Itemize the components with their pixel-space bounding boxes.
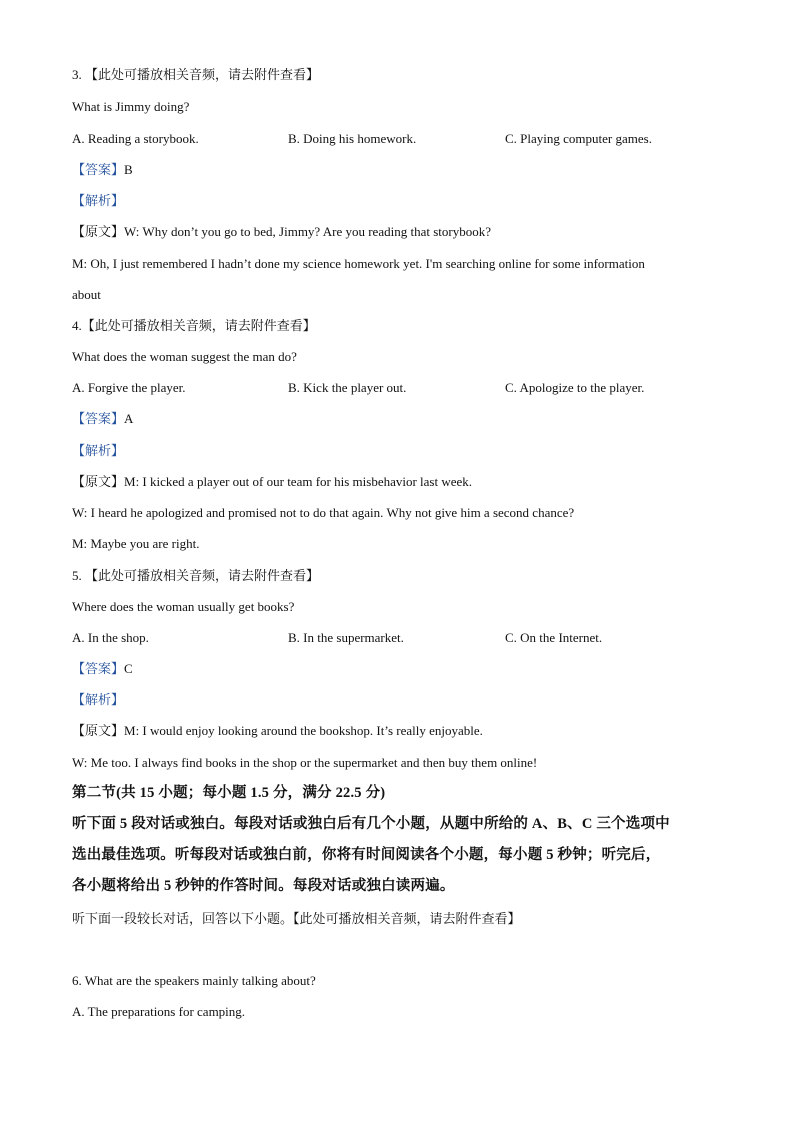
original-tag: 【原文】 [72,723,125,738]
q4-transcript-line-2: W: I heard he apologized and promised not to do that again. Why not give him a second chance? [72,505,575,520]
original-tag: 【原文】 [72,224,125,239]
q3-transcript-line-1 [72,223,491,241]
q3-transcript-line-2: M: Oh, I just remembered I hadn’t done my science homework yet. I'm searching online for some information [72,256,645,271]
q5-answer-line [72,660,133,678]
q6-question: 6. What are the speakers mainly talking about? [72,973,316,988]
q5-question: Where does the woman usually get books? [72,599,295,614]
q3-transcript-line-3: about [72,287,101,302]
q4-option-b: B. Kick the player out. [288,380,407,395]
original-tag: 【原文】 [72,474,125,489]
q5-option-b: B. In the supermarket. [288,630,404,645]
section2-title: 第二节(共 15 小题；每小题 1.5 分，满分 22.5 分) [72,785,386,801]
q3-option-b: B. Doing his homework. [288,131,417,146]
q6-option-a: A. The preparations for camping. [72,1004,246,1019]
q5-transcript-line-1 [72,722,483,740]
q3-answer-line [72,161,133,179]
q4-header: 4.【此处可播放相关音频，请去附件查看】 [72,318,316,333]
section2-instruction-1: 听下面 5 段对话或独白。每段对话或独白后有几个小题，从题中所给的 A、B、C 三个选项中 [72,816,670,832]
answer-tag: 【答案】 [72,411,125,426]
q4-analysis-tag: 【解析】 [72,443,125,458]
q3-question: What is Jimmy doing? [72,99,190,114]
answer-tag: 【答案】 [72,661,125,676]
q3-option-c: C. Playing computer games. [505,131,652,146]
q4-transcript-line-3: M: Maybe you are right. [72,536,200,551]
q4-option-a: A. Forgive the player. [72,380,186,395]
section2-instruction-2: 选出最佳选项。听每段对话或独白前，你将有时间阅读各个小题，每小题 5 秒钟；听完后， [72,847,661,863]
q5-transcript-line-2: W: Me too. I always find books in the shop or the supermarket and then buy them online! [72,755,538,770]
transcript-text: M: I would enjoy looking around the bookshop. It’s really enjoyable. [124,723,483,738]
q4-answer-line [72,410,133,428]
q5-answer: C [124,661,133,676]
q4-answer: A [124,411,134,426]
q3-answer: B [124,162,133,177]
transcript-text: W: Why don’t you go to bed, Jimmy? Are you reading that storybook? [124,224,491,239]
q5-option-a: A. In the shop. [72,630,149,645]
section2-instruction-3: 各小题将给出 5 秒钟的作答时间。每段对话或独白读两遍。 [72,878,455,894]
q4-question: What does the woman suggest the man do? [72,349,297,364]
section2-intro: 听下面一段较长对话，回答以下小题。【此处可播放相关音频，请去附件查看】 [72,911,521,926]
q3-header: 3. 【此处可播放相关音频，请去附件查看】 [72,67,320,82]
q4-option-c: C. Apologize to the player. [505,380,645,395]
q5-option-c: C. On the Internet. [505,630,603,645]
q3-analysis-tag: 【解析】 [72,193,125,208]
q3-option-a: A. Reading a storybook. [72,131,199,146]
q5-header: 5. 【此处可播放相关音频，请去附件查看】 [72,568,320,583]
answer-tag: 【答案】 [72,162,125,177]
q4-transcript-line-1 [72,473,472,491]
q5-analysis-tag: 【解析】 [72,692,125,707]
transcript-text: M: I kicked a player out of our team for his misbehavior last week. [124,474,473,489]
